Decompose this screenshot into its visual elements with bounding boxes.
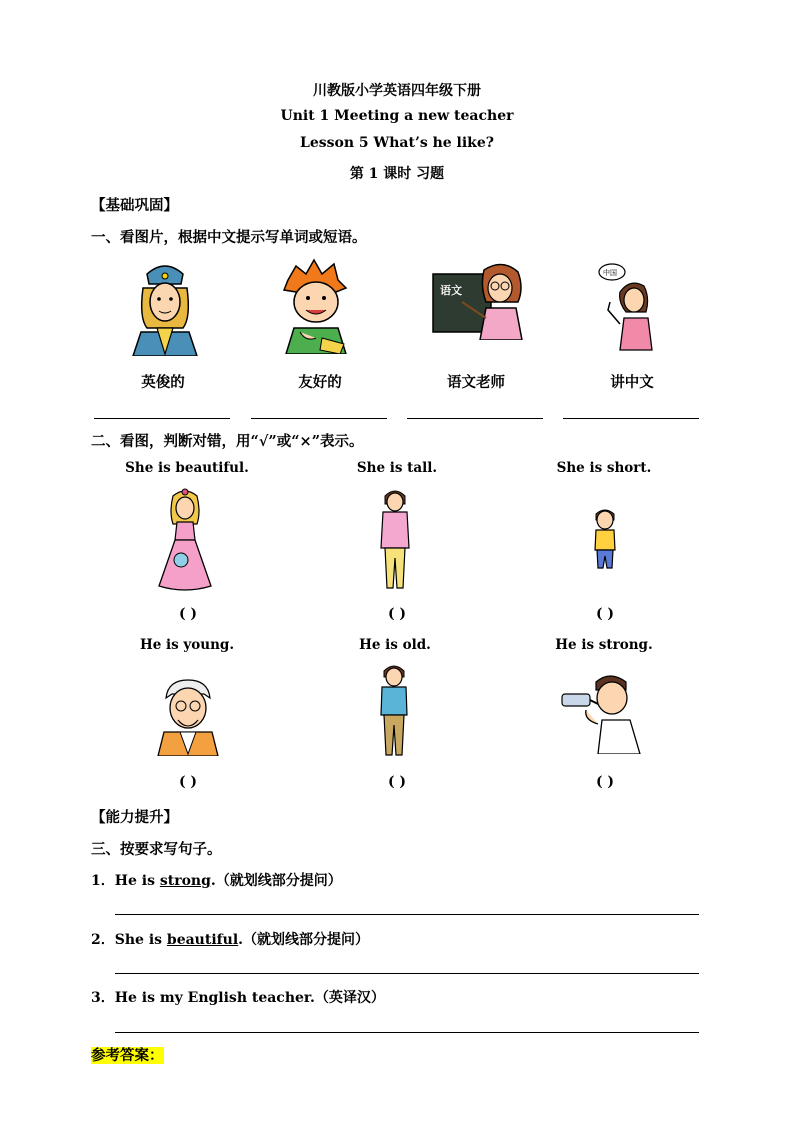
answer-line-3[interactable]: [407, 418, 543, 419]
part2-sentence-3: She is short.: [556, 460, 652, 476]
part3-question-3: [91, 987, 385, 1007]
part2-answer-1[interactable]: ( ): [178, 606, 198, 622]
part2-sentence-4: He is young.: [139, 637, 235, 653]
part3-question-1: [91, 870, 342, 890]
answers-heading: 参考答案：: [91, 1047, 164, 1064]
answer-line-q1[interactable]: [115, 914, 699, 915]
part2-answer-3[interactable]: ( ): [595, 606, 615, 622]
question-pre: She is: [114, 932, 167, 948]
underlined-word: beautiful: [166, 932, 239, 948]
part2-answer-5[interactable]: ( ): [387, 774, 407, 790]
short-child-icon: [590, 506, 620, 578]
part2-sentence-6: He is strong.: [555, 637, 653, 653]
question-number: 1．: [91, 873, 115, 889]
part1-instruction: 一、看图片，根据中文提示写单词或短语。: [91, 229, 367, 246]
part3-instruction: 三、按要求写句子。: [91, 841, 222, 858]
young-man-icon: [374, 663, 414, 761]
part1-label-2: 友好的: [298, 374, 342, 391]
question-pre: He is my English teacher.（英译汉）: [114, 990, 385, 1006]
underlined-word: strong: [159, 873, 211, 889]
part1-label-4: 讲中文: [610, 374, 654, 391]
part3-question-2: [91, 929, 369, 949]
friendly-boy-icon: [276, 258, 356, 354]
bubble-text: 中国: [603, 269, 617, 277]
part2-sentence-1: She is beautiful.: [125, 460, 249, 476]
board-text: 语文: [440, 284, 462, 297]
question-post: .（就划线部分提问）: [210, 873, 342, 889]
answer-line-q3[interactable]: [115, 1032, 699, 1033]
part2-sentence-2: She is tall.: [356, 460, 438, 476]
part2-answer-2[interactable]: ( ): [387, 606, 407, 622]
question-number: 2．: [91, 932, 115, 948]
unit-title: Unit 1 Meeting a new teacher: [280, 108, 514, 124]
answer-line-4[interactable]: [563, 418, 699, 419]
section-advanced: 【能力提升】: [91, 809, 178, 826]
strong-man-icon: [560, 670, 646, 754]
question-number: 3．: [91, 990, 115, 1006]
question-pre: He is: [114, 873, 160, 889]
handsome-pilot-icon: [125, 258, 205, 356]
speaking-chinese-icon: [598, 262, 658, 354]
answer-line-2[interactable]: [251, 418, 387, 419]
princess-girl-icon: [155, 488, 215, 592]
answer-line-q2[interactable]: [115, 973, 699, 974]
part2-answer-4[interactable]: ( ): [178, 774, 198, 790]
lesson-title: Lesson 5 What’s he like?: [300, 135, 494, 151]
period-title: 第 1 课时 习题: [349, 166, 445, 182]
part2-instruction: 二、看图，判断对错，用“√”或“×”表示。: [91, 433, 364, 450]
part2-answer-6[interactable]: ( ): [595, 774, 615, 790]
answer-line-1[interactable]: [94, 418, 230, 419]
old-man-icon: [154, 676, 222, 756]
chinese-teacher-icon: [432, 262, 524, 340]
part1-label-3: 语文老师: [447, 374, 505, 391]
question-post: .（就划线部分提问）: [238, 932, 370, 948]
section-basic: 【基础巩固】: [91, 197, 178, 214]
tall-person-icon: [375, 488, 415, 594]
doc-title: 川教版小学英语四年级下册: [313, 83, 481, 99]
part1-label-1: 英俊的: [141, 374, 185, 391]
part2-sentence-5: He is old.: [359, 637, 431, 653]
